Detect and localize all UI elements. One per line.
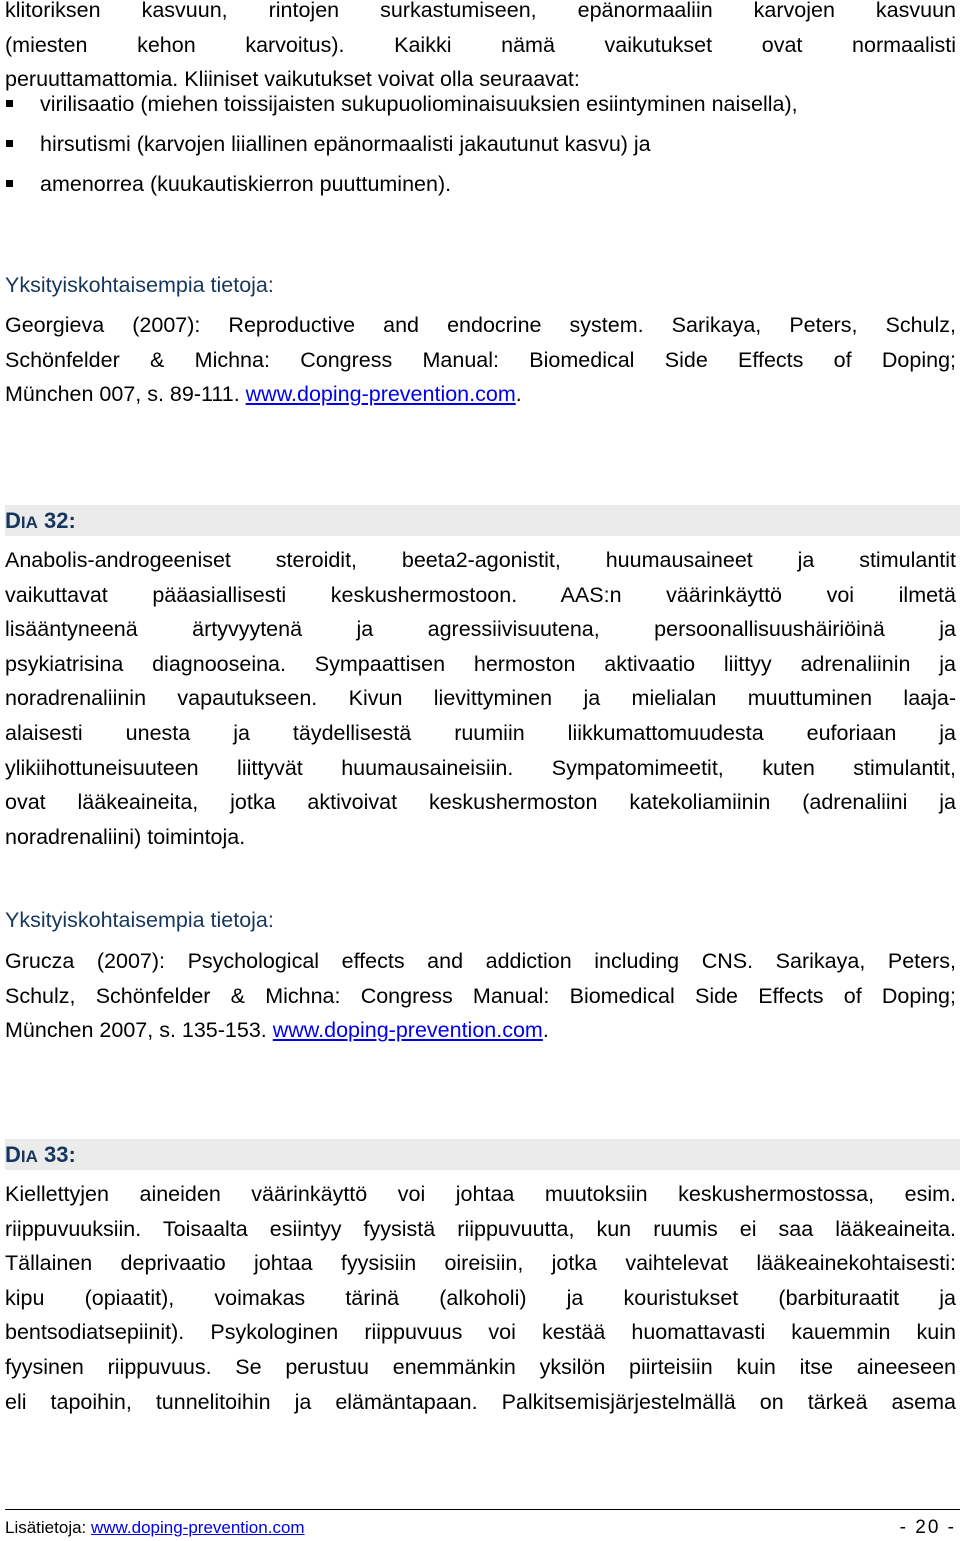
text-line: Anabolis-androgeeniset steroidit, beeta2-agonistit, huumausaineet ja stimulantit [5,548,956,572]
text-line: ylikiihottuneisuuteen liittyvät huumausaineisiin. Sympatomimeetit, kuten stimulantit, [5,755,956,780]
bullet-list [5,84,798,204]
text-line: ovat lääkeaineita, jotka aktivoivat keskushermoston katekoliamiinin (adrenaliini ja [5,790,956,815]
text-line: München 2007, s. 135-153. www.doping-prevention.com. [5,1018,549,1043]
square-bullet-icon [6,140,13,147]
page-footer [5,1516,956,1540]
text-line: Georgieva (2007): Reproductive and endocrine system. Sarikaya, Peters, Schulz, [5,313,956,337]
text-line: psykiatrisina diagnooseina. Sympaattisen hermoston aktivaatio liittyy adrenaliinin ja [5,651,956,676]
text-line: noradrenaliini) toimintoja. [5,824,246,849]
dia-33-paragraph [5,1177,956,1419]
text-line: Schönfelder & Michna: Congress Manual: Biomedical Side Effects of Doping; [5,347,956,372]
text-line: München 007, s. 89-111. www.doping-prevention.com. [5,382,522,407]
reference-paragraph [5,308,956,412]
text-line: (miesten kehon karvoitus). Kaikki nämä vaikutukset ovat normaalisti [5,32,956,57]
footer-divider [5,1509,960,1510]
text-line: fyysinen riippuvuus. Se perustuu enemmänkin yksilön piirteisiin kuin itse aineeseen [5,1354,956,1379]
square-bullet-icon [6,100,13,107]
reference-paragraph [5,944,956,1048]
list-item: amenorrea (kuukautiskierron puuttuminen). [5,164,798,204]
text-line: Grucza (2007): Psychological effects and addiction including CNS. Sarikaya, Peters, [5,949,956,973]
text-line: noradrenaliinin vapautukseen. Kivun lievittyminen ja mielialan muuttuminen laaja- [5,686,956,711]
text-line: vaikuttavat pääasiallisesti keskushermostoon. AAS:n väärinkäyttö voi ilmetä [5,582,956,607]
section-heading-dia-32: DIA 32: [5,505,960,536]
intro-paragraph [5,0,956,97]
page-number: - 20 - [899,1517,956,1538]
doping-prevention-link[interactable]: www.doping-prevention.com [272,1018,543,1043]
text-line: bentsodiatsepiinit). Psykologinen riippuvuus voi kestää huomattavasti kauemmin kuin [5,1320,956,1345]
text-line: lisääntyneenä ärtyvyytenä ja agressiivisuutena, persoonallisuushäiriöinä ja [5,617,956,642]
text-line: kipu (opiaatit), voimakas tärinä (alkoholi) ja kouristukset (barbituraatit ja [5,1285,956,1310]
text-line: Kiellettyjen aineiden väärinkäyttö voi johtaa muutoksiin keskushermostossa, esim. [5,1182,956,1206]
list-item: hirsutismi (karvojen liiallinen epänormaalisti jakautunut kasvu) ja [5,124,798,164]
details-subheading: Yksityiskohtaisempia tietoja: [5,273,274,297]
section-heading-dia-33: DIA 33: [5,1139,960,1170]
doping-prevention-link[interactable]: www.doping-prevention.com [245,382,516,407]
footer-link[interactable]: www.doping-prevention.com [91,1518,305,1537]
text-line: Tällainen deprivaatio johtaa fyysisiin oireisiin, jotka vaihtelevat lääkeainekohtaisesti: [5,1251,956,1276]
dia-32-paragraph [5,543,956,854]
text-line: peruuttamattomia. Kliiniset vaikutukset voivat olla seuraavat: [5,67,580,92]
text-line: alaisesti unesta ja täydellisestä ruumiin liikkumattomuudesta euforiaan ja [5,720,956,745]
footer-label: Lisätietoja: [5,1518,91,1537]
text-line: eli tapoihin, tunnelitoihin ja elämäntapaan. Palkitsemisjärjestelmällä on tärkeä asema [5,1389,956,1414]
text-line: riippuvuuksiin. Toisaalta esiintyy fyysistä riippuvuutta, kun ruumis ei saa lääkeaineita. [5,1216,956,1241]
text-line: klitoriksen kasvuun, rintojen surkastumiseen, epänormaaliin karvojen kasvuun [5,0,956,22]
list-item: virilisaatio (miehen toissijaisten sukupuoliominaisuuksien esiintyminen naisella), [5,84,798,124]
details-subheading: Yksityiskohtaisempia tietoja: [5,908,274,932]
text-line: Schulz, Schönfelder & Michna: Congress Manual: Biomedical Side Effects of Doping; [5,983,956,1008]
square-bullet-icon [6,180,13,187]
